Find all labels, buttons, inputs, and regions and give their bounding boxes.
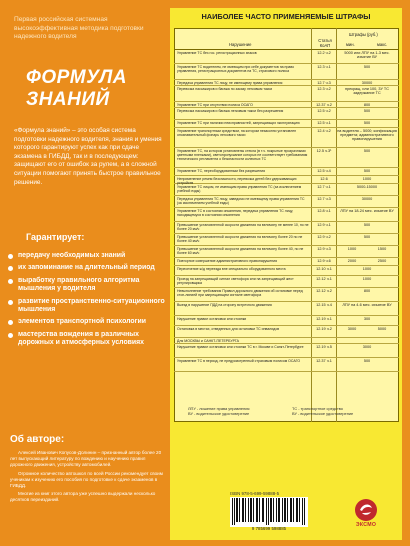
tagline: Первая российская системная высокоэффективная методика подготовки надежного водителя xyxy=(14,16,144,41)
table-row xyxy=(174,316,399,326)
table-row xyxy=(174,258,399,266)
article-cell: 12.7 ч.3 xyxy=(317,197,331,201)
publisher-name: ЭКСМО xyxy=(355,522,377,528)
bullet-icon xyxy=(8,300,13,305)
header-violation: Нарушение xyxy=(229,42,252,47)
about-paragraph: Многие из книг этого автора уже успешно выдержали несколько десятков переизданий. xyxy=(10,491,156,503)
fine-min-cell: 1000 xyxy=(362,267,372,271)
list-item xyxy=(8,252,168,260)
violation-cell: Проезд на запрещающий сигнал светофора или на запрещающий жест регулировщика xyxy=(177,277,294,286)
article-cell: 12.3 ч.1 xyxy=(317,65,331,69)
table-row xyxy=(174,128,399,148)
legend-column xyxy=(292,407,353,417)
article-cell: 12.5 ч.1 xyxy=(317,121,331,125)
fine-min-cell: 5000-15000 xyxy=(356,185,378,189)
list-item-label: выработку правильного алгоритма мышления у водителя xyxy=(18,276,140,293)
article-cell: 12.9 ч.1 xyxy=(317,223,331,227)
violation-cell: Выезд в нарушение ПДД на сторону встречного движения xyxy=(177,303,272,307)
bullet-icon xyxy=(8,266,13,271)
fine-min-cell: 30000 xyxy=(361,81,373,85)
fine-min-cell: на водителя – 5000; конфискация предмета; административного правонарушения xyxy=(337,129,397,142)
series-title xyxy=(26,67,127,111)
violation-cell: Управление ТС при наличии неисправностей, запрещающих эксплуатацию xyxy=(177,121,300,125)
violation-cell: Превышение установленной скорости движения на величину более 20 но не более 40 км/ч xyxy=(177,235,303,244)
legend-column xyxy=(188,407,250,417)
table-row xyxy=(174,208,399,222)
fine-min-cell: 1000 xyxy=(362,277,372,281)
fine-min-cell: 500 xyxy=(363,65,371,69)
bullet-icon xyxy=(8,333,13,338)
article-cell: 12.37 ч.1 xyxy=(316,359,332,363)
barcode-number: 9 785699 598885 xyxy=(251,526,287,531)
fine-min-cell: 500 xyxy=(363,223,371,227)
table-header xyxy=(174,28,399,50)
violation-cell: Управление ТС лицом, не имеющим права управления ТС (за исключением учебной езды) xyxy=(177,185,302,194)
title-line-2: ЗНАНИЙ xyxy=(26,89,110,110)
table-row xyxy=(174,168,399,176)
violation-cell: Управление транспортным средством, на котором незаконно установлен опознавательный фонарь легкового такси xyxy=(177,129,297,138)
legend-item: ТС - транспортное средство xyxy=(292,406,343,411)
violation-cell: Невыполнение требования Правил дорожного движения об остановке перед стоп-линией при запрещающем сигнале светофора xyxy=(177,289,303,298)
violation-cell: Повторное совершение административного правонарушения xyxy=(177,259,277,263)
legend-item: ЛПУ - лишение права управления xyxy=(188,406,250,411)
article-cell: 12.2 ч.2 xyxy=(317,51,331,55)
table-row xyxy=(174,276,399,288)
header-fines: Штрафы (руб.) xyxy=(349,32,378,37)
list-item-label: передачу необходимых знаний xyxy=(18,252,126,259)
list-item xyxy=(8,318,168,326)
article-cell: 12.15 ч.4 xyxy=(316,303,332,307)
table-row xyxy=(174,344,399,358)
violation-cell: Перевозка пассажиров и багажа по заказу легковым такси xyxy=(177,87,273,91)
violation-cell: Управление ТС в период, не предусмотренный страховым полисом ОСАГО xyxy=(177,359,301,363)
about-text xyxy=(10,450,166,506)
guarantee-heading: Гарантирует: xyxy=(26,232,85,242)
violation-cell: Пересечение ж/д переезда вне специально оборудованного места xyxy=(177,267,286,271)
article-cell: 12.5 ч.2 xyxy=(317,109,331,113)
fine-max-cell: 2500 xyxy=(377,259,387,263)
table-row xyxy=(174,234,399,246)
fine-min-cell: 500 xyxy=(363,235,371,239)
table-row xyxy=(174,196,399,208)
table-row xyxy=(174,64,399,80)
legend-item: ВУ - водительское удостоверение xyxy=(188,410,250,416)
violation-cell: Для МОСКВЫ и САНКТ-ПЕТЕРБУРГА xyxy=(177,339,239,343)
fine-min-cell: прекращ. или 100, 3У ТС задержание ТС xyxy=(345,87,389,96)
article-cell: 12.12 ч.1 xyxy=(316,277,332,281)
article-cell: 12.9 ч.2 xyxy=(317,235,331,239)
legend-item: ВУ - водительское удостоверение xyxy=(292,410,354,416)
article-cell: 12.6 xyxy=(320,177,328,181)
article-cell: 12.37 ч.2 xyxy=(316,103,332,107)
about-paragraph: Огромное количество автошкол по всей России рекомендует своим ученикам к изучению его пособия по подготовке к сдаче экзаменов в ГИБДД. xyxy=(10,470,163,489)
header-max: макс. xyxy=(377,42,388,47)
violation-cell: Управление ТС, на котором установлены стекла (в т.ч. покрытые прозрачными цветными пленками), светопропускание которых не соответствует требованиям технического регламента о безопасности колесных ТС xyxy=(177,149,308,162)
article-cell: 12.19 ч.5 xyxy=(316,345,332,349)
table-row xyxy=(174,222,399,234)
violation-cell: Нарушение правил остановки или стоянки ТС в г. Москве и Санкт-Петербурге xyxy=(177,345,304,349)
article-cell: 12.3 ч.2 xyxy=(317,87,331,91)
bullet-icon xyxy=(8,320,13,325)
fine-min-cell: 5000 или ЛПУ на 1-3 мес. изъятие ВУ xyxy=(344,51,390,60)
title-line-1: ФОРМУЛА xyxy=(26,67,128,88)
list-item-label: мастерства вождения в различных дорожных и атмосферных условиях xyxy=(18,330,144,347)
fine-max-cell: 5000 xyxy=(377,327,387,331)
fine-max-cell: 1500 xyxy=(377,247,387,251)
header-article: Статья КоАП xyxy=(318,38,332,48)
table-row xyxy=(174,288,399,302)
fine-min-cell: 500 xyxy=(363,149,371,153)
violation-cell: Превышение установленной скорости движения на величину не менее 10, но не более 20 км/ч xyxy=(177,223,309,232)
intro-text: «Формула знаний» – это особая система подготовки надежного водителя, знания и умения которого гарантируют успех как при сдаче экзамена в ГИБДД, так и в последующем: защищают его от ошибок за рулем, а в сложной ситуации помогают принять быстрое правильное решение. xyxy=(14,127,162,186)
table-row xyxy=(174,326,399,338)
violation-cell: Управление ТС, переоборудованным без разрешения xyxy=(177,169,266,173)
violation-cell: Неприменение ремня безопасности, перевозка детей без удерживающих устройств xyxy=(177,177,297,186)
fine-min-cell: 1000 xyxy=(347,247,357,251)
article-cell: 12.7 ч.3 xyxy=(317,81,331,85)
violation-cell: Передача управления ТС лицу, не имеющему права управления xyxy=(177,81,283,85)
article-cell: 12.8 ч.1 xyxy=(317,209,331,213)
table-row xyxy=(174,184,399,196)
article-cell: 12.19 ч.1 xyxy=(316,317,332,321)
fine-min-cell: 30000 xyxy=(361,197,373,201)
barcode-icon xyxy=(230,497,308,527)
header-min: мин. xyxy=(346,42,355,47)
article-cell: 12.5 ч.4 xyxy=(317,169,331,173)
list-item xyxy=(8,277,168,294)
fine-min-cell: 500 xyxy=(363,121,371,125)
violation-cell: Перевозка пассажиров и багажа легковым такси без разрешения xyxy=(177,109,284,113)
table-row xyxy=(174,302,399,316)
publisher-logo-icon xyxy=(354,498,378,522)
table-row xyxy=(174,266,399,276)
violation-cell: Передача управления ТС лицу, заведомо не имеющему права управления ТС (за исключением учебной езды) xyxy=(177,197,305,206)
violation-cell: Управление ТС при отсутствии полиса ОСАГО xyxy=(177,103,253,107)
guarantee-list xyxy=(8,252,168,352)
table-row xyxy=(174,246,399,258)
table-row xyxy=(174,120,399,128)
violation-cell: Управление ТС водителем, не имеющим при себе документов на право управления, регистрационных документов на ТС, страхового полиса xyxy=(177,65,295,74)
list-item xyxy=(8,298,168,315)
fine-min-cell: 500 xyxy=(363,169,371,173)
isbn: ISBN 978-5-699-59888-5 xyxy=(230,491,280,496)
violation-cell: Нарушение правил остановки или стоянки xyxy=(177,317,247,321)
fine-min-cell: 2000 xyxy=(347,259,357,263)
bullet-icon xyxy=(8,254,13,259)
violation-cell: Управление ТС без гос. регистрационных знаков xyxy=(177,51,257,55)
list-item-label: их запоминание на длительный период xyxy=(18,264,155,272)
table-row xyxy=(174,358,399,372)
table-row xyxy=(174,50,399,64)
bullet-icon xyxy=(8,279,13,284)
list-item-label: элементов транспортной психологии xyxy=(18,318,146,326)
fine-min-cell: 3000 xyxy=(362,345,372,349)
table-row xyxy=(174,86,399,102)
article-cell: 12.9 ч.6 xyxy=(317,259,331,263)
table-title: НАИБОЛЕЕ ЧАСТО ПРИМЕНЯЕМЫЕ ШТРАФЫ xyxy=(201,12,371,21)
table-row xyxy=(174,176,399,184)
article-cell: 12.7 ч.1 xyxy=(317,185,331,189)
article-cell: 12.10 ч.1 xyxy=(316,267,332,271)
list-item-label: развитие пространственно-ситуационного мышления xyxy=(18,297,165,314)
fine-min-cell: ЛПУ на 18-24 мес. изъятие ВУ xyxy=(340,209,394,213)
violation-cell: Превышение установленной скорости движения на величину более 40, но не более 60 км/ч xyxy=(177,247,304,256)
table-row xyxy=(174,148,399,168)
fine-min-cell: 500 xyxy=(363,109,371,113)
fine-min-cell: 1000 xyxy=(362,177,372,181)
list-item xyxy=(8,331,168,348)
list-item xyxy=(8,264,168,272)
about-heading: Об авторе: xyxy=(10,434,65,445)
left-column xyxy=(0,0,170,546)
violation-cell: Управление ТС в состоянии опьянения, передача управления ТС лицу, находящемуся в состоянии опьянения xyxy=(177,209,294,218)
article-cell: 12.9 ч.3 xyxy=(317,247,331,251)
article-cell: 12.12 ч.2 xyxy=(316,289,332,293)
article-cell: 12.4 ч.2 xyxy=(317,129,331,133)
table-row xyxy=(174,108,399,120)
fine-min-cell: 300 xyxy=(363,317,371,321)
article-cell: 12.5 ч.3¹ xyxy=(316,149,332,153)
article-cell: 12.19 ч.2 xyxy=(316,327,332,331)
fine-min-cell: 500 xyxy=(363,359,371,363)
violation-cell: Остановка в местах, отведенных для остановки ТС инвалидов xyxy=(177,327,280,331)
fine-min-cell: 800 xyxy=(363,103,371,107)
about-paragraph: Алексей Иванович Копусов-Долинин – признанный автор более 20 лет выпускающий литературу по вождению и научению правил дорожного движения, устройству автомобилей. xyxy=(10,450,162,468)
fine-min-cell: 3000 xyxy=(347,327,357,331)
fine-min-cell: ЛПУ на 4-6 мес. изъятие ВУ xyxy=(342,303,392,307)
fine-min-cell: 800 xyxy=(363,289,371,293)
